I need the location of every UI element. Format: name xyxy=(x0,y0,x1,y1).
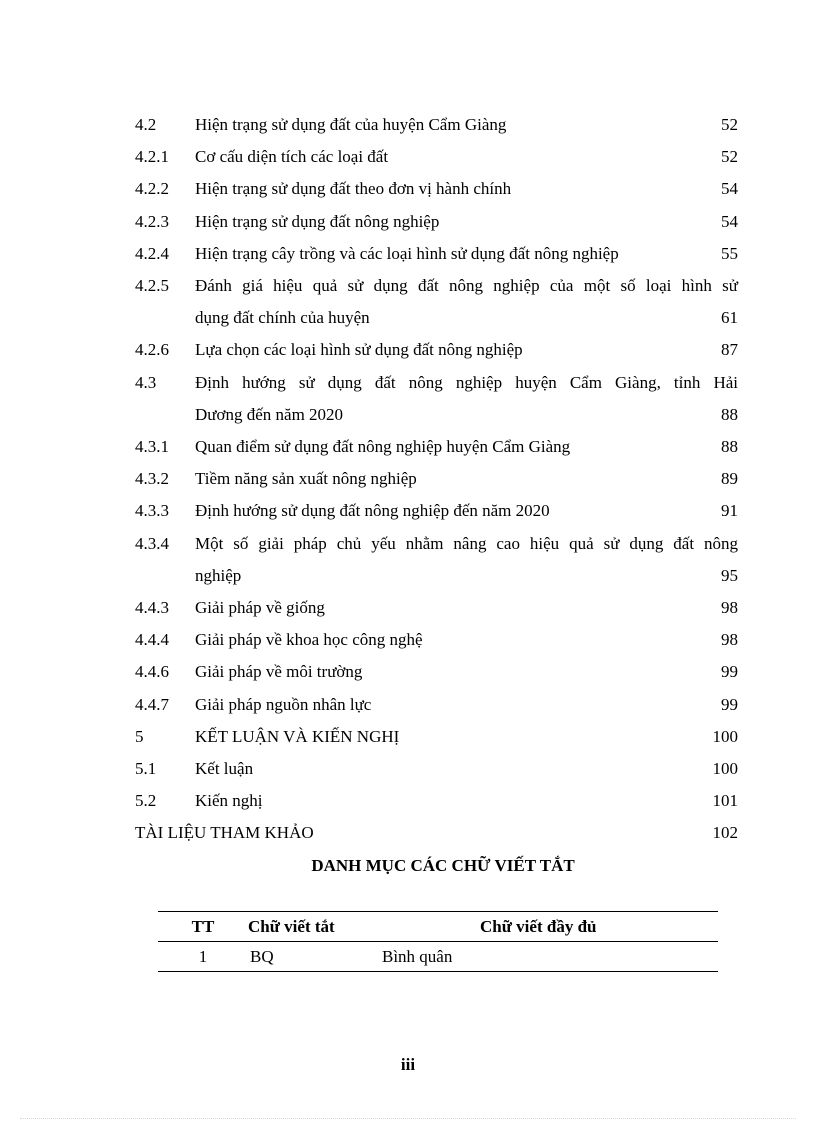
toc-entry-title: Quan điểm sử dụng đất nông nghiệp huyện Cẩm Giàng xyxy=(195,437,571,457)
row-tt: 1 xyxy=(198,946,208,966)
toc-entry[interactable] xyxy=(135,817,738,849)
toc-entry-page: 52 xyxy=(721,147,738,167)
toc-entry[interactable] xyxy=(135,463,738,495)
toc-entry-page: 88 xyxy=(721,437,738,457)
toc-entry[interactable] xyxy=(135,495,738,527)
toc-entry-title: dụng đất chính của huyện xyxy=(195,308,370,328)
abbreviations-title: DANH MỤC CÁC CHỮ VIẾT TẮT xyxy=(311,856,575,875)
toc-entry-page: 98 xyxy=(721,598,738,618)
toc-entry[interactable] xyxy=(135,141,738,173)
toc-entry-number: 4.2.6 xyxy=(135,340,169,360)
toc-entry-title: Kiến nghị xyxy=(195,791,263,811)
toc-entry-number: 4.3 xyxy=(135,372,157,392)
toc-entry[interactable] xyxy=(135,753,738,785)
header-tt: TT xyxy=(191,916,215,936)
toc-entry-title: Tiềm năng sản xuất nông nghiệp xyxy=(195,469,417,489)
toc-entry-number: 4.3.1 xyxy=(135,437,169,457)
toc-entry-page: 89 xyxy=(721,469,738,489)
toc-entry-title: TÀI LIỆU THAM KHẢO xyxy=(135,823,314,843)
toc-entry-title: Định hướng sử dụng đất nông nghiệp huyện Cẩm Giàng, tỉnh Hải xyxy=(195,372,738,392)
toc-entry-page: 98 xyxy=(721,630,738,650)
toc-entry[interactable] xyxy=(135,656,738,688)
toc-entry-page: 99 xyxy=(721,662,738,682)
toc-entry[interactable] xyxy=(135,238,738,270)
table-header-row xyxy=(158,912,718,942)
toc-entry-number: 4.2.2 xyxy=(135,179,169,199)
toc-entry[interactable] xyxy=(135,689,738,721)
table-row xyxy=(158,942,718,972)
toc-entry-title: Giải pháp về môi trường xyxy=(195,662,363,682)
toc-entry-number: 4.2.1 xyxy=(135,147,169,167)
toc-entry[interactable] xyxy=(135,367,738,431)
page-number: iii xyxy=(400,1055,416,1074)
toc-entry[interactable] xyxy=(135,173,738,205)
toc-entry[interactable] xyxy=(135,206,738,238)
toc-entry-title: Hiện trạng sử dụng đất nông nghiệp xyxy=(195,211,440,231)
toc-entry-title: Kết luận xyxy=(195,759,254,779)
toc-entry-title: Hiện trạng sử dụng đất theo đơn vị hành chính xyxy=(195,179,512,199)
toc-entry-number: 4.4.7 xyxy=(135,694,169,714)
toc-entry-page: 101 xyxy=(712,791,738,811)
toc-entry[interactable] xyxy=(135,528,738,592)
toc-entry-title: Đánh giá hiệu quả sử dụng đất nông nghiệp của một số loại hình sử xyxy=(195,276,738,296)
toc-entry[interactable] xyxy=(135,270,738,334)
page-bottom-border xyxy=(20,1118,796,1119)
toc-entry-number: 4.4.3 xyxy=(135,598,169,618)
toc-entry[interactable] xyxy=(135,109,738,141)
toc-entry-number: 4.3.2 xyxy=(135,469,169,489)
toc-entry-page: 95 xyxy=(721,565,738,585)
toc-entry-number: 4.2.5 xyxy=(135,276,169,296)
row-full: Bình quân xyxy=(382,946,453,966)
toc-entry-page: 54 xyxy=(721,179,738,199)
toc-entry-page: 55 xyxy=(721,243,738,263)
toc-entry[interactable] xyxy=(135,592,738,624)
toc-entry-page: 99 xyxy=(721,694,738,714)
toc-entry[interactable] xyxy=(135,721,738,753)
toc-entry-page: 100 xyxy=(712,759,738,779)
header-abbr: Chữ viết tắt xyxy=(248,916,335,936)
toc-entry-number: 4.4.6 xyxy=(135,662,169,682)
toc-entry-page: 61 xyxy=(721,308,738,328)
toc-entry-title: Giải pháp nguồn nhân lực xyxy=(195,694,372,714)
toc-entry-number: 5.2 xyxy=(135,791,157,811)
toc-entry-number: 5.1 xyxy=(135,759,157,779)
header-full: Chữ viết đầy đủ xyxy=(480,916,597,936)
toc-entry-number: 5 xyxy=(135,726,144,746)
toc-entry-title: Cơ cấu diện tích các loại đất xyxy=(195,147,389,167)
toc-entry-number: 4.2.4 xyxy=(135,243,169,263)
toc-entry-number: 4.2.3 xyxy=(135,211,169,231)
toc-entry-page: 88 xyxy=(721,404,738,424)
toc-entry-number: 4.3.4 xyxy=(135,533,169,553)
toc-entry-title: Hiện trạng sử dụng đất của huyện Cẩm Giàng xyxy=(195,115,507,134)
table-of-contents xyxy=(135,109,738,850)
toc-entry-title: Lựa chọn các loại hình sử dụng đất nông nghiệp xyxy=(195,340,523,360)
toc-entry-title: Giải pháp về khoa học công nghệ xyxy=(195,630,423,650)
toc-entry-page: 54 xyxy=(721,211,738,231)
toc-entry-page: 100 xyxy=(712,726,738,746)
toc-entry[interactable] xyxy=(135,785,738,817)
toc-entry-title: Hiện trạng cây trồng và các loại hình sử dụng đất nông nghiệp xyxy=(195,243,619,263)
toc-entry-number: 4.4.4 xyxy=(135,630,169,650)
toc-entry-page: 87 xyxy=(721,340,738,360)
toc-entry-title: KẾT LUẬN VÀ KIẾN NGHỊ xyxy=(195,726,400,746)
toc-entry[interactable] xyxy=(135,334,738,366)
toc-entry-title: Định hướng sử dụng đất nông nghiệp đến năm 2020 xyxy=(195,501,550,521)
toc-entry-title: Dương đến năm 2020 xyxy=(195,404,344,424)
toc-entry-title: Giải pháp về giống xyxy=(195,598,325,618)
toc-entry-title: nghiệp xyxy=(195,565,242,585)
toc-entry[interactable] xyxy=(135,431,738,463)
toc-entry-page: 52 xyxy=(721,115,738,134)
toc-entry[interactable] xyxy=(135,624,738,656)
toc-entry-number: 4.2 xyxy=(135,115,157,134)
toc-entry-page: 91 xyxy=(721,501,738,521)
row-abbr: BQ xyxy=(250,946,274,966)
toc-entry-page: 102 xyxy=(712,823,738,843)
toc-entry-number: 4.3.3 xyxy=(135,501,169,521)
abbreviations-table xyxy=(158,911,718,972)
toc-entry-title: Một số giải pháp chủ yếu nhằm nâng cao hiệu quả sử dụng đất nông xyxy=(195,533,738,553)
